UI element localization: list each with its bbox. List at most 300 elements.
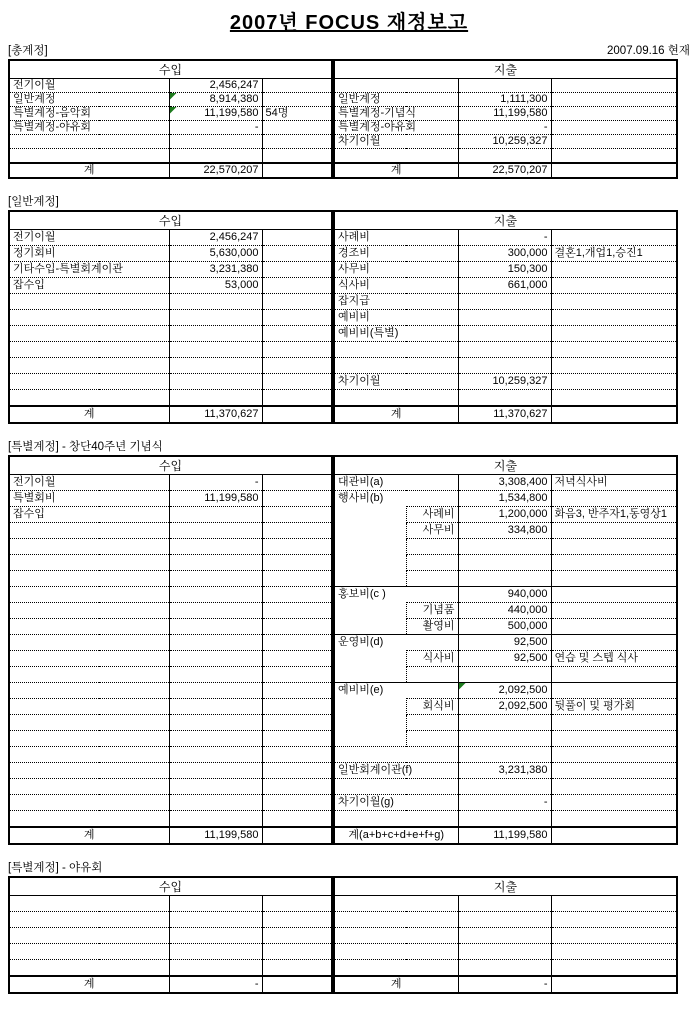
amount-cell bbox=[169, 374, 262, 390]
note-cell bbox=[262, 651, 332, 667]
item-label-cell bbox=[9, 912, 169, 928]
item-label-cell bbox=[9, 763, 169, 779]
total-amount-cell: 22,570,207 bbox=[458, 163, 551, 178]
note-cell: 뒷풀이 및 평가회 bbox=[551, 699, 677, 715]
note-cell bbox=[262, 699, 332, 715]
amount-cell: 334,800 bbox=[458, 523, 551, 539]
note-cell bbox=[262, 278, 332, 294]
income-expense-tables bbox=[8, 455, 690, 845]
note-cell bbox=[262, 827, 332, 844]
note-cell bbox=[262, 163, 332, 178]
amount-cell bbox=[458, 310, 551, 326]
item-label-cell bbox=[9, 811, 169, 828]
sub-item-label-cell bbox=[406, 667, 458, 683]
note-cell bbox=[262, 358, 332, 374]
sub-item-label-cell: 식사비 bbox=[406, 651, 458, 667]
table-row bbox=[334, 523, 677, 539]
total-label-cell: 계 bbox=[334, 976, 458, 993]
section-title: [특별계정] - 야유회 bbox=[8, 862, 103, 874]
amount-cell bbox=[169, 326, 262, 342]
note-cell bbox=[551, 603, 677, 619]
amount-cell bbox=[169, 960, 262, 977]
note-cell bbox=[551, 928, 677, 944]
total-label-cell: 계 bbox=[9, 163, 169, 178]
total-row bbox=[334, 827, 677, 844]
item-label-cell: 차기이월(g) bbox=[334, 795, 458, 811]
table-row bbox=[9, 896, 332, 912]
note-cell bbox=[262, 230, 332, 246]
amount-cell bbox=[169, 912, 262, 928]
table-row bbox=[9, 278, 332, 294]
expense-table bbox=[333, 876, 678, 994]
amount-cell: 1,534,800 bbox=[458, 491, 551, 507]
spacer-cell bbox=[334, 731, 406, 747]
item-label-cell bbox=[9, 555, 169, 571]
income-table bbox=[8, 455, 333, 845]
note-cell bbox=[551, 121, 677, 135]
amount-cell bbox=[169, 539, 262, 555]
amount-cell: 300,000 bbox=[458, 246, 551, 262]
note-cell bbox=[551, 571, 677, 587]
table-row bbox=[334, 230, 677, 246]
note-cell bbox=[262, 135, 332, 149]
item-label-cell bbox=[334, 390, 458, 407]
item-label-cell: 홍보비(c ) bbox=[334, 587, 458, 603]
amount-cell bbox=[458, 928, 551, 944]
item-label-cell bbox=[9, 699, 169, 715]
item-label-cell bbox=[9, 342, 169, 358]
note-cell: 화음3, 반주자1,동영상1 bbox=[551, 507, 677, 523]
report-section bbox=[8, 195, 690, 424]
amount-cell bbox=[169, 896, 262, 912]
note-cell bbox=[551, 79, 677, 93]
comment-indicator-icon bbox=[459, 683, 466, 690]
item-label-cell: 전기이월 bbox=[13, 79, 56, 91]
amount-cell bbox=[169, 603, 262, 619]
item-label-cell bbox=[9, 326, 169, 342]
note-cell bbox=[551, 619, 677, 635]
table-row bbox=[334, 944, 677, 960]
amount-cell bbox=[169, 342, 262, 358]
item-label-cell bbox=[334, 779, 458, 795]
note-cell bbox=[262, 326, 332, 342]
note-cell bbox=[551, 811, 677, 828]
table-row bbox=[9, 603, 332, 619]
section-head bbox=[8, 440, 690, 454]
table-row bbox=[9, 294, 332, 310]
note-cell bbox=[262, 667, 332, 683]
income-table bbox=[8, 210, 333, 424]
item-label-cell bbox=[9, 539, 169, 555]
amount-cell bbox=[458, 571, 551, 587]
note-cell bbox=[262, 374, 332, 390]
amount-cell bbox=[169, 571, 262, 587]
note-cell bbox=[262, 587, 332, 603]
note-cell bbox=[551, 135, 677, 149]
report-section bbox=[8, 440, 690, 845]
table-row bbox=[334, 149, 677, 164]
amount-cell bbox=[169, 507, 262, 523]
amount-cell bbox=[169, 779, 262, 795]
report-title-row bbox=[8, 6, 690, 35]
amount-cell bbox=[169, 763, 262, 779]
table-row bbox=[334, 246, 677, 262]
amount-cell: 11,199,580 bbox=[169, 107, 262, 121]
item-label-cell: 사무비 bbox=[334, 262, 458, 278]
amount-cell bbox=[458, 555, 551, 571]
item-label-cell: 잡수입 bbox=[9, 278, 169, 294]
income-column-header: 수입 bbox=[9, 877, 332, 896]
table-row bbox=[9, 683, 332, 699]
amount-cell bbox=[169, 747, 262, 763]
note-cell bbox=[551, 342, 677, 358]
table-row bbox=[334, 587, 677, 603]
amount-cell: 8,914,380 bbox=[169, 93, 262, 107]
item-label-cell: 차기이월 bbox=[334, 374, 458, 390]
item-label-cell bbox=[334, 944, 458, 960]
table-row bbox=[9, 587, 332, 603]
item-label-cell: 전기이월 bbox=[13, 476, 56, 488]
amount-cell bbox=[169, 587, 262, 603]
note-cell bbox=[262, 507, 332, 523]
note-cell bbox=[551, 294, 677, 310]
table-row bbox=[9, 635, 332, 651]
table-row bbox=[9, 491, 332, 507]
amount-cell bbox=[169, 667, 262, 683]
item-label-cell bbox=[9, 944, 169, 960]
spacer-cell bbox=[334, 555, 406, 571]
item-label-cell: 잡수입 bbox=[9, 507, 169, 523]
item-label-cell bbox=[9, 896, 169, 912]
table-row bbox=[9, 507, 332, 523]
spacer-cell bbox=[334, 603, 406, 619]
amount-cell: - bbox=[458, 230, 551, 246]
item-label-cell: 전기이월 bbox=[13, 231, 56, 243]
item-label-cell bbox=[9, 619, 169, 635]
table-row bbox=[9, 555, 332, 571]
amount-cell bbox=[458, 715, 551, 731]
note-cell bbox=[551, 406, 677, 423]
expense-table bbox=[333, 455, 678, 845]
note-cell: 결혼1,개업1,승진1 bbox=[551, 246, 677, 262]
item-label-cell: 특별계정-기념식 bbox=[334, 107, 458, 121]
note-cell bbox=[551, 827, 677, 844]
item-label-cell: 특별계정-야유회 bbox=[334, 121, 458, 135]
amount-cell bbox=[169, 619, 262, 635]
amount-cell: 2,456,247 bbox=[169, 230, 262, 246]
amount-cell bbox=[169, 555, 262, 571]
note-cell bbox=[551, 896, 677, 912]
note-cell bbox=[551, 795, 677, 811]
note-cell bbox=[551, 262, 677, 278]
amount-cell bbox=[458, 960, 551, 977]
note-cell bbox=[551, 731, 677, 747]
note-cell bbox=[262, 491, 332, 507]
table-row bbox=[9, 230, 332, 246]
item-label-cell bbox=[334, 811, 458, 828]
note-cell bbox=[551, 635, 677, 651]
total-amount-cell: 11,370,627 bbox=[458, 406, 551, 423]
table-row bbox=[334, 374, 677, 390]
note-cell bbox=[262, 896, 332, 912]
section-head bbox=[8, 195, 690, 209]
amount-cell bbox=[458, 896, 551, 912]
item-label-cell bbox=[9, 667, 169, 683]
spacer-cell bbox=[334, 715, 406, 731]
total-amount-cell: 11,199,580 bbox=[458, 827, 551, 844]
amount-cell bbox=[169, 795, 262, 811]
item-label-cell: 예비비 bbox=[334, 310, 458, 326]
amount-cell bbox=[458, 326, 551, 342]
amount-cell bbox=[169, 635, 262, 651]
table-row bbox=[9, 326, 332, 342]
table-row bbox=[9, 121, 332, 135]
note-cell bbox=[551, 491, 677, 507]
amount-cell bbox=[458, 944, 551, 960]
item-label-cell bbox=[9, 374, 169, 390]
table-row bbox=[9, 795, 332, 811]
item-label-cell: 예비비(특별) bbox=[334, 326, 458, 342]
expense-column-header: 지출 bbox=[334, 456, 677, 475]
table-row bbox=[334, 121, 677, 135]
item-label-cell bbox=[9, 587, 169, 603]
table-row bbox=[334, 928, 677, 944]
income-expense-tables bbox=[8, 210, 690, 424]
amount-cell: 3,308,400 bbox=[458, 475, 551, 491]
table-row bbox=[9, 619, 332, 635]
item-label-cell bbox=[9, 635, 169, 651]
spacer-cell bbox=[334, 523, 406, 539]
table-row bbox=[9, 310, 332, 326]
note-cell: 저녁식사비 bbox=[554, 476, 608, 488]
table-row bbox=[334, 912, 677, 928]
note-cell bbox=[262, 603, 332, 619]
amount-cell bbox=[169, 683, 262, 699]
comment-indicator-icon bbox=[170, 93, 177, 100]
note-cell bbox=[262, 310, 332, 326]
total-label-cell: 계 bbox=[334, 406, 458, 423]
amount-cell: 3,231,380 bbox=[458, 763, 551, 779]
amount-cell bbox=[169, 358, 262, 374]
note-cell bbox=[262, 121, 332, 135]
table-row bbox=[9, 715, 332, 731]
item-label-cell bbox=[9, 960, 169, 977]
report-body bbox=[8, 44, 690, 994]
note-cell bbox=[551, 747, 677, 763]
amount-cell bbox=[169, 390, 262, 407]
amount-cell: 2,092,500 bbox=[458, 699, 551, 715]
table-row bbox=[9, 390, 332, 407]
sub-item-label-cell bbox=[406, 731, 458, 747]
amount-cell bbox=[169, 651, 262, 667]
section-title: [특별계정] - 창단40주년 기념식 bbox=[8, 441, 163, 453]
table-row bbox=[334, 811, 677, 828]
note-cell bbox=[551, 358, 677, 374]
note-cell bbox=[551, 763, 677, 779]
report-section bbox=[8, 861, 690, 994]
note-cell bbox=[262, 635, 332, 651]
table-row bbox=[334, 358, 677, 374]
table-row bbox=[9, 571, 332, 587]
sub-item-label-cell: 회식비 bbox=[406, 699, 458, 715]
total-row bbox=[9, 406, 332, 423]
table-row bbox=[334, 651, 677, 667]
table-row bbox=[9, 747, 332, 763]
total-label-cell: 계 bbox=[9, 976, 169, 993]
item-label-cell bbox=[9, 310, 169, 326]
note-cell bbox=[551, 163, 677, 178]
amount-cell bbox=[169, 928, 262, 944]
note-cell bbox=[262, 944, 332, 960]
note-cell bbox=[262, 571, 332, 587]
spacer-cell bbox=[334, 651, 406, 667]
note-cell bbox=[551, 667, 677, 683]
item-label-cell bbox=[9, 779, 169, 795]
total-amount-cell: 11,370,627 bbox=[169, 406, 262, 423]
section-head bbox=[8, 861, 690, 875]
sub-item-label-cell: 사례비 bbox=[406, 507, 458, 523]
table-row bbox=[334, 555, 677, 571]
total-amount-cell: 11,199,580 bbox=[169, 827, 262, 844]
report-date: 2007.09.16 현재 bbox=[607, 45, 690, 57]
note-cell bbox=[551, 149, 677, 164]
amount-cell bbox=[458, 747, 551, 763]
table-row bbox=[334, 491, 677, 507]
table-row bbox=[334, 896, 677, 912]
table-row bbox=[9, 523, 332, 539]
expense-column-header: 지출 bbox=[334, 60, 677, 79]
item-label-cell: 일반계정 bbox=[9, 93, 169, 107]
total-label-cell: 계(a+b+c+d+e+f+g) bbox=[334, 827, 458, 844]
amount-cell bbox=[458, 294, 551, 310]
note-cell bbox=[262, 795, 332, 811]
amount-cell: 3,231,380 bbox=[169, 262, 262, 278]
total-label-cell: 계 bbox=[334, 163, 458, 178]
table-row bbox=[334, 763, 677, 779]
item-label-cell: 사례비 bbox=[338, 231, 370, 243]
sub-item-label-cell bbox=[406, 555, 458, 571]
table-row bbox=[334, 571, 677, 587]
amount-cell: 1,111,300 bbox=[458, 93, 551, 107]
total-row bbox=[9, 976, 332, 993]
table-row bbox=[9, 374, 332, 390]
table-row bbox=[334, 342, 677, 358]
note-cell bbox=[262, 976, 332, 993]
item-label-cell bbox=[9, 928, 169, 944]
total-row bbox=[334, 163, 677, 178]
table-row bbox=[334, 310, 677, 326]
item-label-cell bbox=[9, 135, 169, 149]
amount-cell: - bbox=[458, 121, 551, 135]
table-row bbox=[334, 107, 677, 121]
table-row bbox=[9, 342, 332, 358]
item-label-cell: 잡지급 bbox=[334, 294, 458, 310]
expense-table bbox=[333, 210, 678, 424]
amount-cell bbox=[169, 294, 262, 310]
income-table bbox=[8, 59, 333, 179]
amount-cell bbox=[458, 912, 551, 928]
item-label-cell bbox=[334, 79, 458, 93]
amount-cell: 1,200,000 bbox=[458, 507, 551, 523]
table-row bbox=[9, 262, 332, 278]
table-row bbox=[9, 731, 332, 747]
note-cell bbox=[551, 374, 677, 390]
total-row bbox=[334, 976, 677, 993]
table-row bbox=[334, 390, 677, 407]
table-row bbox=[9, 912, 332, 928]
table-row bbox=[9, 944, 332, 960]
amount-cell bbox=[458, 667, 551, 683]
spacer-cell bbox=[334, 667, 406, 683]
table-row bbox=[9, 475, 332, 491]
table-row bbox=[9, 149, 332, 164]
note-cell bbox=[262, 539, 332, 555]
note-cell: 54명 bbox=[262, 107, 332, 121]
amount-cell bbox=[458, 79, 551, 93]
table-row bbox=[9, 667, 332, 683]
amount-cell: 92,500 bbox=[458, 651, 551, 667]
item-label-cell: 특별계정-야유회 bbox=[9, 121, 169, 135]
report-title: 2007년 FOCUS 재정보고 bbox=[229, 12, 469, 34]
note-cell bbox=[551, 912, 677, 928]
note-cell bbox=[551, 230, 677, 246]
item-label-cell bbox=[9, 795, 169, 811]
table-row bbox=[334, 795, 677, 811]
table-row bbox=[334, 683, 677, 699]
note-cell bbox=[262, 763, 332, 779]
table-row bbox=[334, 699, 677, 715]
item-label-cell: 차기이월 bbox=[334, 135, 458, 149]
table-row bbox=[334, 79, 677, 93]
total-label-cell: 계 bbox=[9, 406, 169, 423]
table-row bbox=[334, 539, 677, 555]
table-row bbox=[9, 135, 332, 149]
spacer-cell bbox=[334, 699, 406, 715]
item-label-cell: 일반회계이관(f) bbox=[334, 763, 458, 779]
item-label-cell bbox=[334, 358, 458, 374]
section-title: [총계정] bbox=[8, 45, 48, 57]
note-cell bbox=[262, 747, 332, 763]
table-row bbox=[334, 960, 677, 977]
note-cell: 연습 및 스텝 식사 bbox=[551, 651, 677, 667]
note-cell bbox=[262, 928, 332, 944]
amount-cell bbox=[458, 811, 551, 828]
note-cell bbox=[551, 976, 677, 993]
income-column-header: 수입 bbox=[9, 456, 332, 475]
note-cell bbox=[262, 523, 332, 539]
note-cell bbox=[551, 390, 677, 407]
table-row bbox=[334, 747, 677, 763]
expense-table bbox=[333, 59, 678, 179]
amount-cell bbox=[169, 699, 262, 715]
amount-cell: 92,500 bbox=[458, 635, 551, 651]
table-row bbox=[9, 79, 332, 93]
table-row bbox=[9, 811, 332, 828]
note-cell bbox=[551, 683, 677, 699]
note-cell bbox=[262, 294, 332, 310]
item-label-cell bbox=[9, 571, 169, 587]
note-cell bbox=[262, 779, 332, 795]
item-label-cell: 행사비(b) bbox=[334, 491, 458, 507]
sub-item-label-cell bbox=[406, 571, 458, 587]
note-cell bbox=[551, 310, 677, 326]
amount-cell bbox=[458, 149, 551, 164]
spacer-cell bbox=[334, 539, 406, 555]
total-label-cell: 계 bbox=[9, 827, 169, 844]
item-label-cell bbox=[9, 390, 169, 407]
item-label-cell: 식사비 bbox=[334, 278, 458, 294]
table-row bbox=[334, 475, 677, 491]
